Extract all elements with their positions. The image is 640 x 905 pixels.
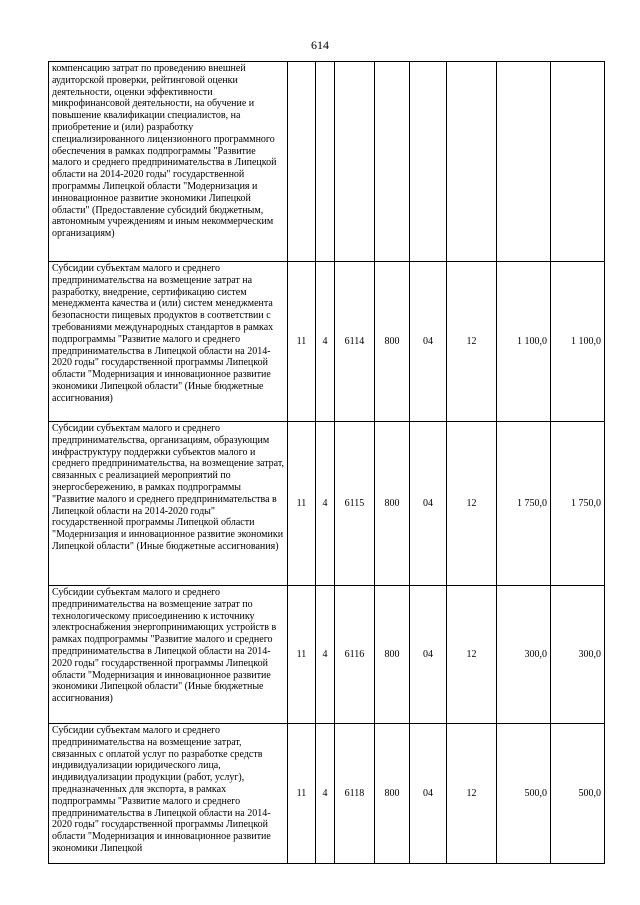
col-code-1: 11 <box>288 262 316 422</box>
col-code-2: 4 <box>316 422 335 586</box>
col-amount-1: 1 750,0 <box>497 422 551 586</box>
col-subsection: 12 <box>447 262 497 422</box>
col-subsection: 12 <box>447 422 497 586</box>
col-target-article: 6115 <box>335 422 375 586</box>
table-row <box>49 724 605 864</box>
col-amount-1: 300,0 <box>497 586 551 724</box>
col-expense-type: 800 <box>375 422 410 586</box>
col-amount-1 <box>497 62 551 262</box>
col-amount-2: 1 100,0 <box>551 262 605 422</box>
col-code-2: 4 <box>316 586 335 724</box>
col-code-2 <box>316 62 335 262</box>
col-target-article <box>335 62 375 262</box>
col-amount-2 <box>551 62 605 262</box>
col-subsection: 12 <box>447 724 497 864</box>
col-expense-type: 800 <box>375 724 410 864</box>
col-section: 04 <box>410 422 447 586</box>
col-section <box>410 62 447 262</box>
col-target-article: 6118 <box>335 724 375 864</box>
col-code-2: 4 <box>316 724 335 864</box>
row-description: Субсидии субъектам малого и среднего предпринимательства на возмещение затрат по технологическому присоединению к источнику электроснабжения энергопринимающих устройств в рамках подпрограммы "Развитие малого и среднего предпринимательства в Липецкой области на 2014-2020 годы" государственной программы Липецкой области "Модернизация и инновационное развитие экономики Липецкой области" (Иные бюджетные ассигнования) <box>49 586 288 724</box>
table-row <box>49 586 605 724</box>
col-subsection <box>447 62 497 262</box>
table-row <box>49 422 605 586</box>
col-target-article: 6116 <box>335 586 375 724</box>
row-description: компенсацию затрат по проведению внешней аудиторской проверки, рейтинговой оценки деятельности, оценки эффективности микрофинансовой деятельности, на обучение и повышение квалификации специалистов, на приобретение и (или) разработку специализированного лицензионного программного обеспечения в рамках подпрограммы "Развитие малого и среднего предпринимательства в Липецкой области на 2014-2020 годы" государственной программы Липецкой области "Модернизация и инновационное развитие экономики Липецкой области" (Предоставление субсидий бюджетным, автономным учреждениям и иным некоммерческим организациям) <box>49 62 288 262</box>
col-section: 04 <box>410 586 447 724</box>
col-section: 04 <box>410 262 447 422</box>
col-expense-type <box>375 62 410 262</box>
col-section: 04 <box>410 724 447 864</box>
col-code-1: 11 <box>288 724 316 864</box>
col-code-2: 4 <box>316 262 335 422</box>
row-description: Субсидии субъектам малого и среднего предпринимательства, организациям, образующим инфраструктуру поддержки субъектов малого и среднего предпринимательства, на возмещение затрат, связанных с реализацией мероприятий по энергосбережению, в рамках подпрограммы "Развитие малого и среднего предпринимательства в Липецкой области на 2014-2020 годы" государственной программы Липецкой области "Модернизация и инновационное развитие экономики Липецкой области" (Иные бюджетные ассигнования) <box>49 422 288 586</box>
col-amount-2: 300,0 <box>551 586 605 724</box>
row-description: Субсидии субъектам малого и среднего предпринимательства на возмещение затрат, связанных с оплатой услуг по разработке средств индивидуализации юридического лица, индивидуализации продукции (работ, услуг), предназначенных для экспорта, в рамках подпрограммы "Развитие малого и среднего предпринимательства в Липецкой области на 2014-2020 годы" государственной программы Липецкой области "Модернизация и инновационное развитие экономики Липецкой <box>49 724 288 864</box>
col-amount-2: 1 750,0 <box>551 422 605 586</box>
col-code-1: 11 <box>288 586 316 724</box>
row-description: Субсидии субъектам малого и среднего предпринимательства на возмещение затрат на разработку, внедрение, сертификацию систем менеджмента качества и (или) систем менеджмента безопасности пищевых продуктов в соответствии с требованиями международных стандартов в рамках подпрограммы "Развитие малого и среднего предпринимательства в Липецкой области на 2014-2020 годы" государственной программы Липецкой области "Модернизация и инновационное развитие экономики Липецкой области" (Иные бюджетные ассигнования) <box>49 262 288 422</box>
page-number: 614 <box>311 38 329 52</box>
col-code-1: 11 <box>288 422 316 586</box>
col-amount-1: 500,0 <box>497 724 551 864</box>
table-row <box>49 62 605 262</box>
col-amount-1: 1 100,0 <box>497 262 551 422</box>
col-target-article: 6114 <box>335 262 375 422</box>
budget-table <box>48 61 605 864</box>
col-expense-type: 800 <box>375 586 410 724</box>
col-subsection: 12 <box>447 586 497 724</box>
col-amount-2: 500,0 <box>551 724 605 864</box>
col-code-1 <box>288 62 316 262</box>
table-row <box>49 262 605 422</box>
col-expense-type: 800 <box>375 262 410 422</box>
